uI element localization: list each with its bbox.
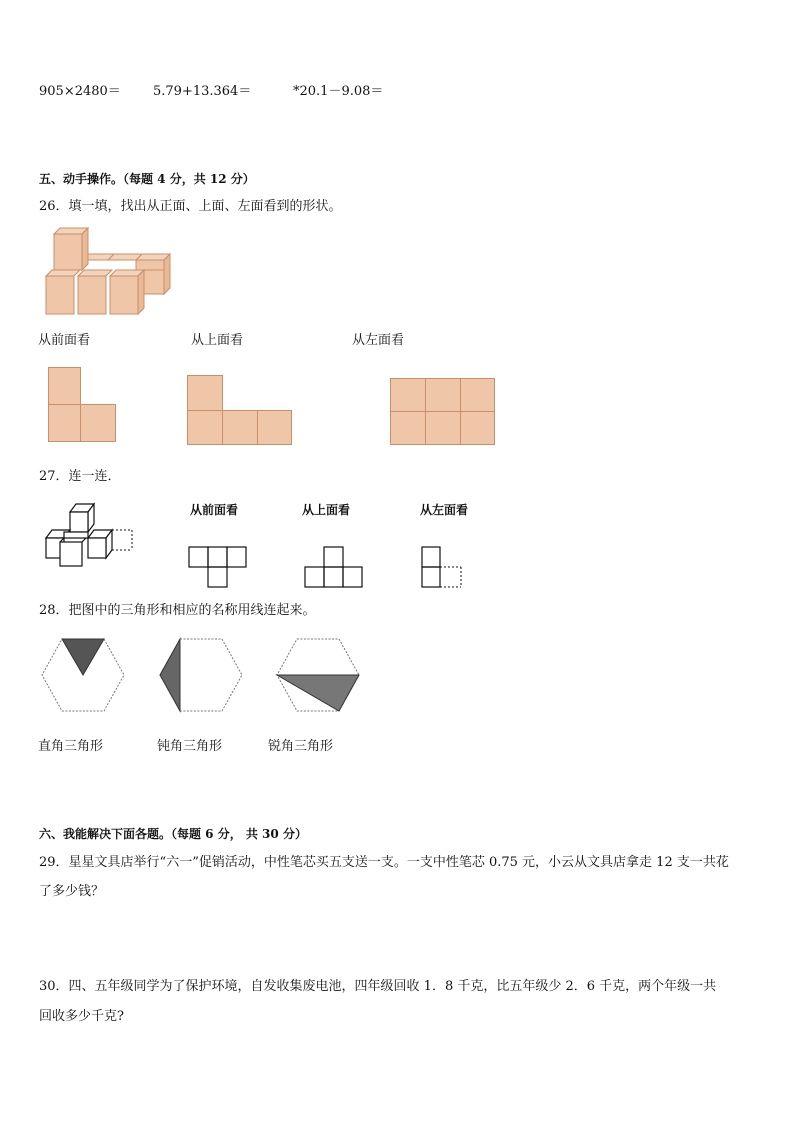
question-27-text: 27．连一连． xyxy=(39,469,121,484)
question-30-line-1: 30．四、五年级同学为了保护环境，自发收集废电池，四年级回收 1．8 千克，比五年级少 2．6 千克，两个年级一共 xyxy=(39,979,717,994)
q27-cube-figure xyxy=(44,500,136,570)
calc-expression-2: 5.79+13.364＝ xyxy=(153,84,252,99)
question-26-text: 26．填一填，找出从正面、上面、左面看到的形状。 xyxy=(39,199,342,214)
q26-label-top: 从上面看 xyxy=(191,333,244,348)
section-5-heading: 五、动手操作。（每题 4 分，共 12 分） xyxy=(39,172,255,186)
q27-label-left: 从左面看 xyxy=(420,503,469,517)
q28-name-obtuse-triangle: 钝角三角形 xyxy=(157,739,223,754)
question-29-line-1: 29．星星文具店举行“六一”促销活动，中性笔芯买五支送一支。一支中性笔芯 0.75 元，小云从文具店拿走 12 支一共花 xyxy=(39,855,729,870)
question-30-line-2: 回收多少千克? xyxy=(39,1009,124,1024)
q27-label-top: 从上面看 xyxy=(302,503,351,517)
q26-front-view xyxy=(48,367,118,443)
q26-left-view xyxy=(390,378,496,446)
q28-hexagon-1 xyxy=(40,637,126,713)
q28-hexagon-3 xyxy=(275,637,361,713)
q27-option-inverted-t-shape xyxy=(304,546,366,588)
q28-name-right-triangle: 直角三角形 xyxy=(38,739,104,754)
q27-option-column-shape xyxy=(421,546,465,588)
q26-label-left: 从左面看 xyxy=(352,333,405,348)
calc-expression-1: 905×2480＝ xyxy=(39,84,121,99)
section-6-heading: 六、我能解决下面各题。（每题 6 分， 共 30 分） xyxy=(39,827,307,841)
q28-hexagon-2 xyxy=(158,637,244,713)
q26-block-figure xyxy=(40,226,172,318)
q26-label-front: 从前面看 xyxy=(38,333,91,348)
q28-name-acute-triangle: 锐角三角形 xyxy=(268,739,334,754)
question-28-text: 28．把图中的三角形和相应的名称用线连起来。 xyxy=(39,603,316,618)
q27-label-front: 从前面看 xyxy=(190,503,239,517)
q26-top-view xyxy=(187,375,293,446)
q27-option-t-shape xyxy=(188,546,250,588)
question-29-line-2: 了多少钱？ xyxy=(39,884,105,899)
calc-expression-3: *20.1－9.08＝ xyxy=(293,84,384,99)
